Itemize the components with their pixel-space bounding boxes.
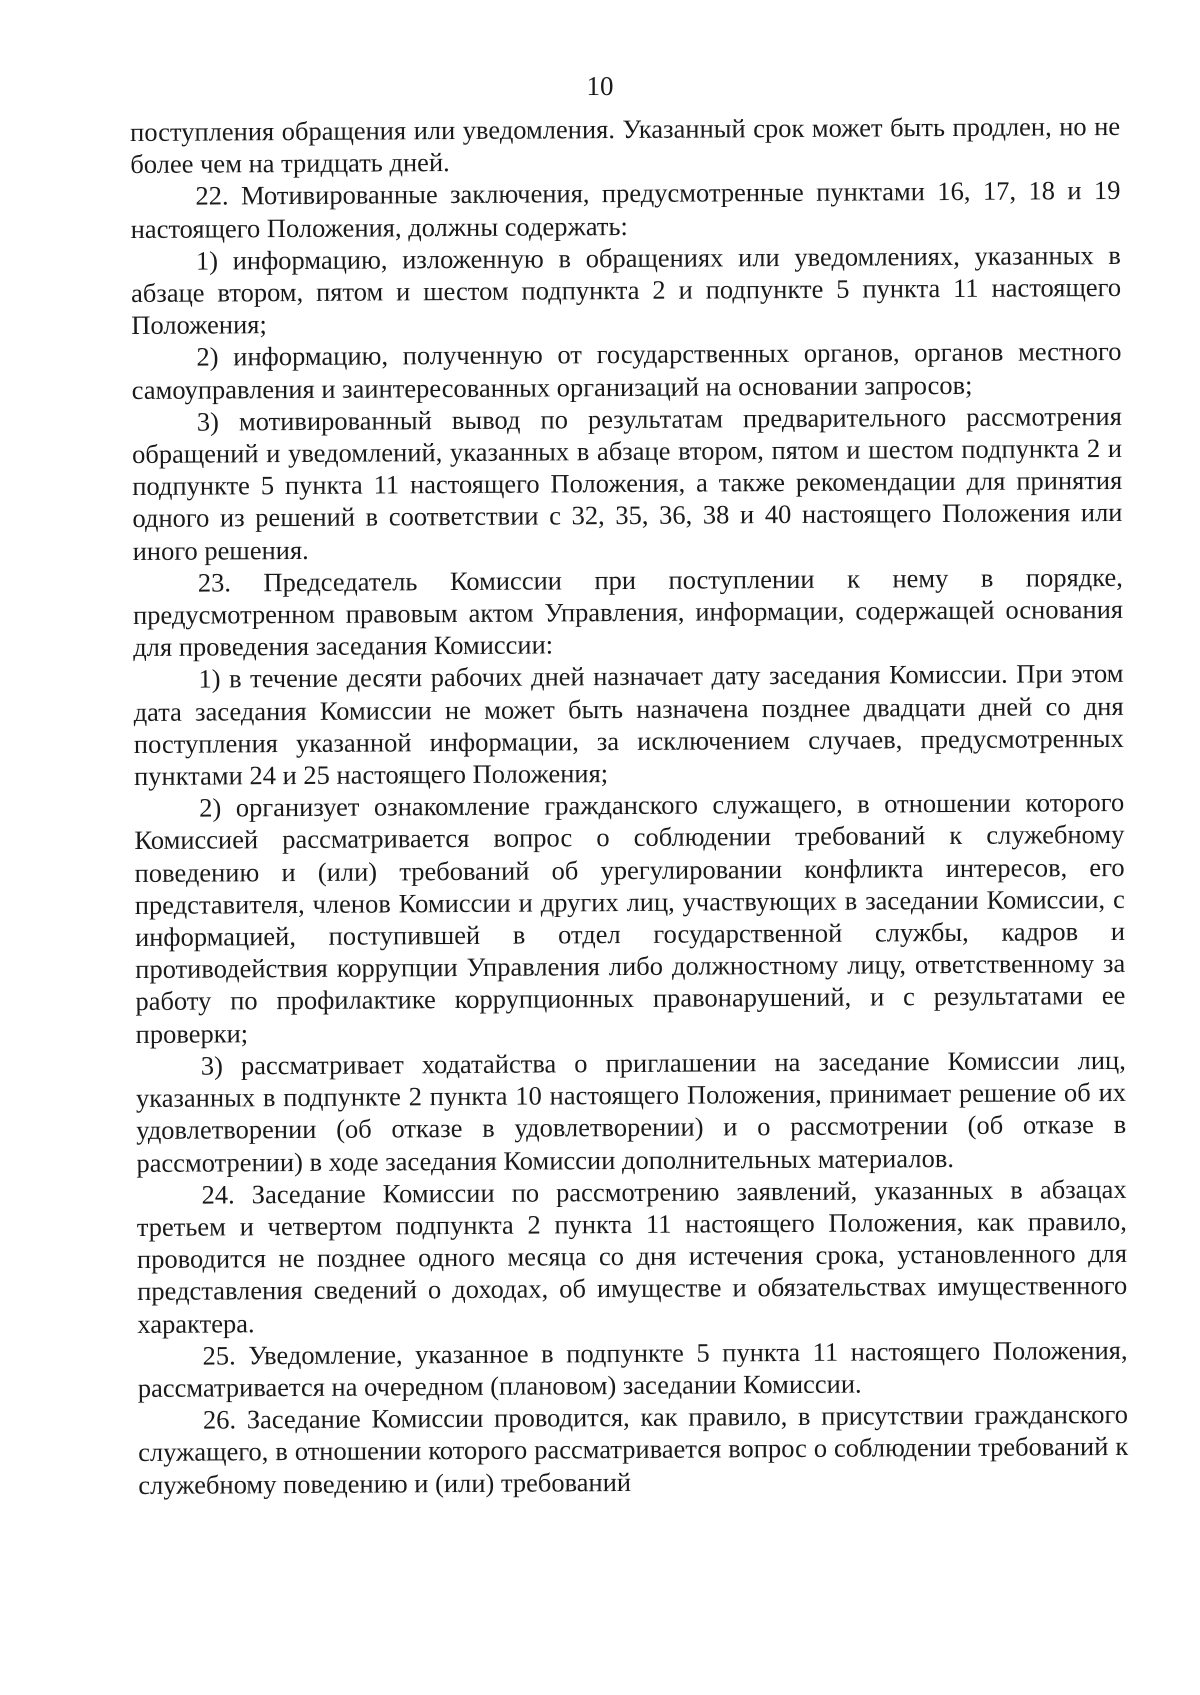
paragraph-25: 25. Уведомление, указанное в подпункте 5 пункта 11 настоящего Положения, рассматривается на очередном (плановом) заседании Комиссии.: [137, 1334, 1128, 1403]
paragraph-24: 24. Заседание Комиссии по рассмотрению заявлений, указанных в абзацах третьем и четвертом подпункта 2 пункта 11 настоящего Положения, как правило, проводится не позднее одного месяца со дня истечения срока, установленного для представления сведений о доходах, об имуществе и обязательствах имущественного характера.: [136, 1173, 1128, 1339]
paragraph-22-item-1: 1) информацию, изложенную в обращениях или уведомлениях, указанных в абзаце втором, пятом и шестом подпункта 2 и подпункте 5 пункта 11 настоящего Положения;: [130, 239, 1122, 341]
paragraph-continuation: поступления обращения или уведомления. Указанный срок может быть продлен, но не более чем на тридцать дней.: [130, 110, 1121, 180]
paragraph-23-item-2: 2) организует ознакомление гражданского служащего, в отношении которого Комиссией рассматривается вопрос о соблюдении требований к служебному поведению и (или) требований об урегулировании конфликта интересов, его представителя, членов Комиссии и других лиц, участвующих в заседании Комиссии, с информацией, поступившей в отдел государственной службы, кадров и противодействия коррупции Управления либо должностному лицу, ответственному за работу по профилактике коррупционных правонарушений, и с результатами ее проверки;: [134, 787, 1126, 1049]
paragraph-23-item-3: 3) рассматривает ходатайства о приглашении на заседание Комиссии лиц, указанных в подпункте 2 пункта 10 настоящего Положения, принимает решение об их удовлетворении (об отказе в удовлетворении) и о рассмотрении (об отказе в рассмотрении) в ходе заседания Комиссии дополнительных материалов.: [135, 1044, 1127, 1178]
document-body: [130, 110, 1128, 1501]
paragraph-23-item-1: 1) в течение десяти рабочих дней назначает дату заседания Комиссии. При этом дата заседания Комиссии не может быть назначена позднее двадцати дней со дня поступления указанной информации, за исключением случаев, предусмотренных пунктами 24 и 25 настоящего Положения;: [133, 658, 1124, 792]
page-number: 10: [586, 71, 614, 101]
paragraph-23: 23. Председатель Комиссии при поступлении к нему в порядке, предусмотренном правовым актом Управления, информации, содержащей основания для проведения заседания Комиссии:: [132, 561, 1124, 663]
paragraph-22-item-2: 2) информацию, полученную от государственных органов, органов местного самоуправления и заинтересованных организаций на основании запросов;: [131, 336, 1122, 405]
paragraph-22: 22. Мотивированные заключения, предусмотренные пунктами 16, 17, 18 и 19 настоящего Положения, должны содержать:: [130, 175, 1121, 244]
paragraph-22-item-3: 3) мотивированный вывод по результатам предварительного рассмотрения обращений и уведомлений, указанных в абзаце втором, пятом и шестом подпункта 2 и подпункте 5 пункта 11 настоящего Положения, а также рекомендации для принятия одного из решений в соответствии с 32, 35, 36, 38 и 40 настоящего Положения или иного решения.: [131, 400, 1123, 566]
paragraph-26: 26. Заседание Комиссии проводится, как правило, в присутствии гражданского служащего, в отношении которого рассматривается вопрос о соблюдении требований к служебному поведению и (или) требований: [138, 1399, 1129, 1500]
